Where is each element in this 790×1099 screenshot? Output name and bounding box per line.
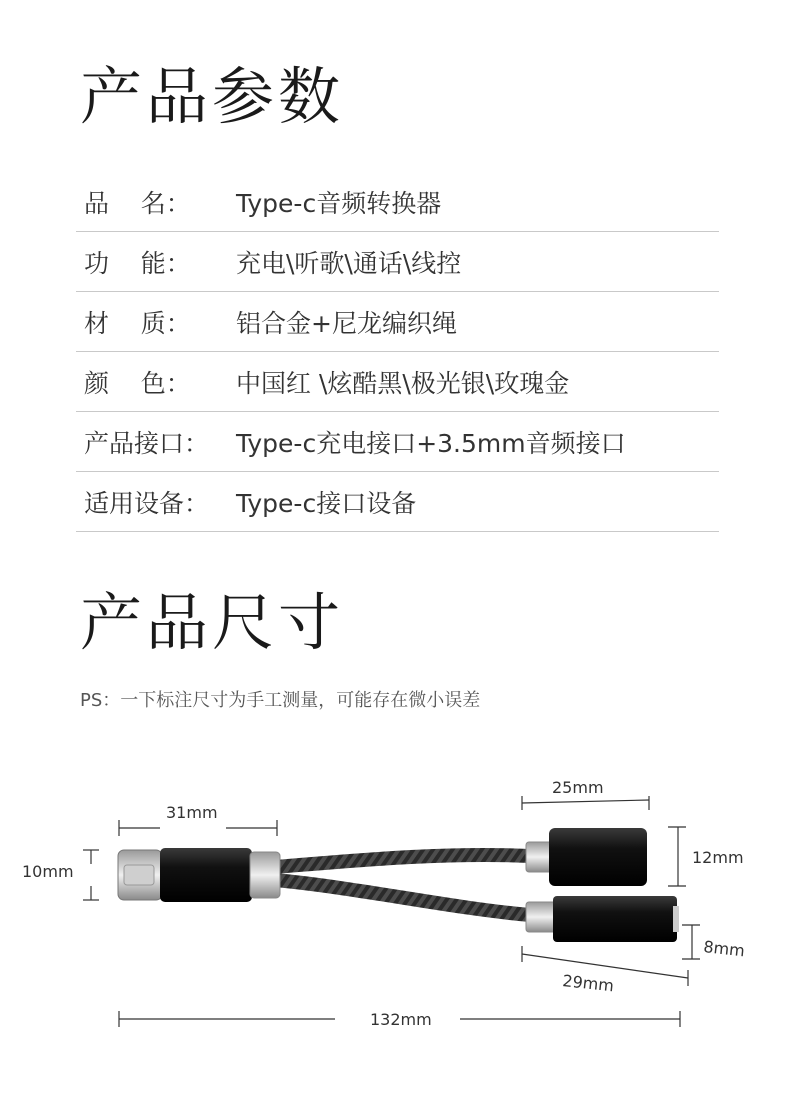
dim-label-audio-port-length: 29mm — [561, 971, 615, 996]
spec-row-name — [76, 172, 719, 232]
type-c-plug — [118, 848, 280, 902]
spec-row-material — [76, 292, 719, 352]
spec-row-devices — [76, 472, 719, 532]
spec-row-interface — [76, 412, 719, 472]
spec-label: 产品接口： — [84, 428, 210, 458]
section-title-size: 产品尺寸 — [80, 586, 345, 659]
braided-cable — [275, 855, 530, 915]
dim-label-usb-port-height: 12mm — [692, 848, 744, 867]
dim-label-plug-height: 10mm — [22, 862, 74, 881]
spec-row-color — [76, 352, 719, 412]
dim-label-plug-length: 31mm — [166, 803, 218, 822]
spec-value: Type-c充电接口+3.5mm音频接口 — [236, 428, 626, 458]
spec-value: 中国红 \炫酷黑\极光银\玫瑰金 — [236, 368, 570, 398]
measurement-note: PS：一下标注尺寸为手工测量，可能存在微小误差 — [80, 690, 481, 711]
spec-value: Type-c音频转换器 — [236, 188, 442, 218]
spec-value: 铝合金+尼龙编织绳 — [236, 308, 457, 338]
spec-value: 充电\听歌\通话\线控 — [236, 248, 462, 278]
dim-label-audio-port-height: 8mm — [702, 937, 746, 961]
section-title-params: 产品参数 — [80, 60, 345, 133]
product-dimension-diagram — [0, 760, 790, 1060]
spec-label: 功 能： — [84, 248, 191, 278]
type-c-port — [526, 828, 647, 886]
spec-label: 材 质： — [84, 308, 191, 338]
spec-table — [76, 172, 719, 532]
dim-label-usb-port-length: 25mm — [552, 778, 604, 797]
spec-label: 颜 色： — [84, 368, 191, 398]
spec-value: Type-c接口设备 — [236, 488, 417, 518]
spec-row-function — [76, 232, 719, 292]
dim-label-total-length: 132mm — [370, 1010, 432, 1029]
spec-label: 品 名： — [84, 188, 191, 218]
audio-port — [526, 896, 679, 942]
spec-label: 适用设备： — [84, 488, 210, 518]
